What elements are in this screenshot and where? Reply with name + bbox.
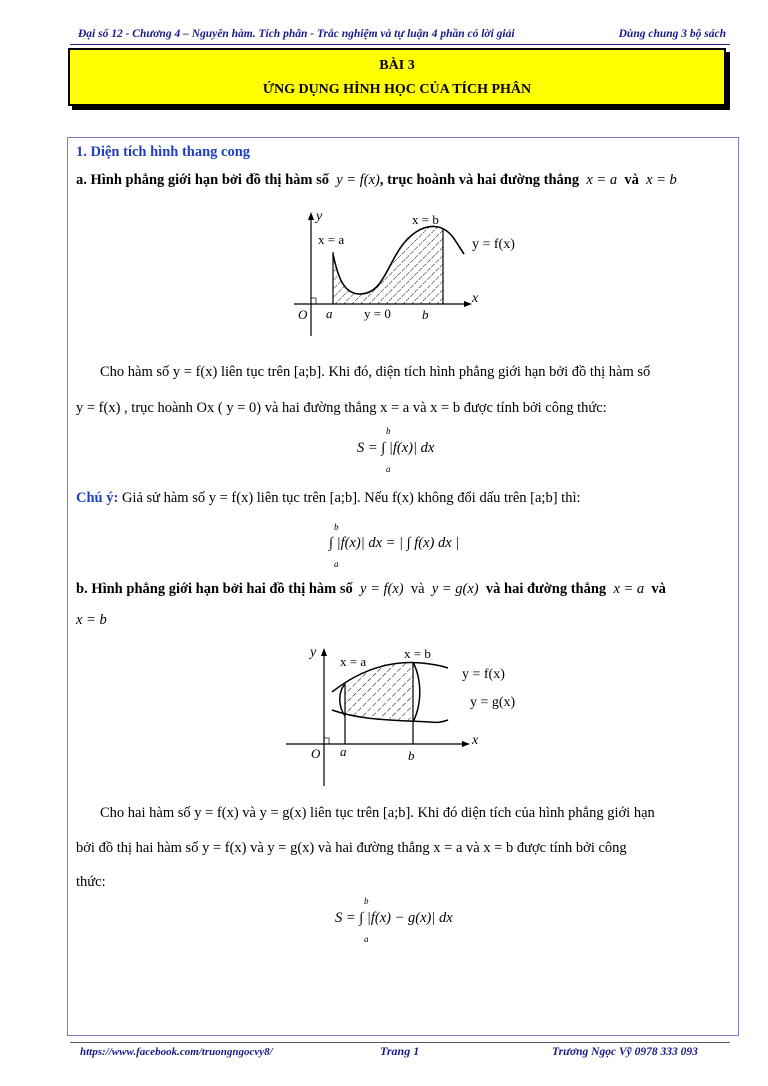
footer-author: Trương Ngọc Vỹ 0978 333 093 (552, 1046, 698, 1058)
figure-area-under-curve (280, 206, 540, 342)
fig-a-b-label: b (422, 307, 429, 322)
part-b-heading (76, 581, 666, 598)
formula-note-lower-limit: a (334, 559, 339, 569)
fig-a-xa-label: x = a (318, 232, 345, 247)
header-divider (70, 44, 730, 45)
formula-area-upper-limit: b (386, 426, 391, 436)
fig-a-y-label: y (316, 209, 323, 224)
footer-page-number: Trang 1 (380, 1044, 420, 1058)
note-line (76, 490, 581, 507)
formula-between-lower-limit: a (364, 934, 369, 944)
footer-link[interactable]: https://www.facebook.com/truongngocvy8/ (80, 1046, 273, 1058)
formula-between: S = ∫ |f(x) − g(x)| dx (335, 910, 453, 926)
origin-marker (324, 738, 329, 744)
part-b-heading-1: b. Hình phẳng giới hạn bởi hai đồ thị hàm số (76, 581, 353, 597)
part-a-paragraph-2: y = f(x) , trục hoành Ox ( y = 0) và hai đường thẳng x = a và x = b được tính bởi công thức: (76, 400, 607, 416)
note-label: Chú ý: (76, 490, 119, 506)
fig-b-x-label: x (472, 733, 479, 748)
fig-b-y-label: y (310, 645, 317, 660)
part-a-eq1: y = f(x) (336, 172, 380, 188)
section-heading: 1. Diện tích hình thang cong (76, 144, 251, 160)
fig-b-origin-label: O (311, 746, 321, 761)
fig-b-xa-label: x = a (340, 654, 367, 669)
fig-a-xb-label: x = b (412, 212, 439, 227)
part-b-eq1: y = f(x) (360, 581, 404, 597)
part-a-heading (76, 172, 677, 189)
formula-area-lower-limit: a (386, 464, 391, 474)
part-a-heading-mid: , trục hoành và hai đường thẳng (379, 172, 580, 188)
formula-between-upper-limit: b (364, 896, 369, 906)
part-b-heading-2: và hai đường thẳng (485, 581, 607, 597)
note-text: Giả sử hàm số y = f(x) liên tục trên [a;b]. Nếu f(x) không đổi dấu trên [a;b] thì: (118, 490, 581, 506)
footer-divider (70, 1042, 730, 1043)
fig-a-fx-label: y = f(x) (472, 237, 515, 252)
fig-a-y0-label: y = 0 (364, 306, 391, 321)
page-header (70, 28, 730, 44)
formula-note: ∫ |f(x)| dx = | ∫ f(x) dx | (329, 535, 460, 551)
part-a-and: và (624, 172, 639, 188)
part-b-paragraph-1: Cho hai hàm số y = f(x) và y = g(x) liên tục trên [a;b]. Khi đó diện tích của hình phẳng giới hạn (100, 805, 655, 821)
x-axis-arrow (462, 741, 470, 747)
part-b-eq4: x = b (76, 612, 107, 628)
lesson-number: BÀI 3 (379, 58, 415, 73)
formula-note-upper-limit: b (334, 522, 339, 532)
y-axis-arrow (321, 648, 327, 656)
fig-b-gx-label: y = g(x) (470, 695, 516, 710)
header-left: Đại số 12 - Chương 4 – Nguyên hàm. Tích phân - Trắc nghiệm và tự luận 4 phần có lời giải (78, 28, 515, 40)
origin-marker (311, 298, 316, 304)
part-b-and2: và (651, 581, 666, 597)
shaded-region (333, 226, 443, 304)
fig-b-xb-label: x = b (404, 646, 431, 661)
lesson-title-banner (68, 48, 726, 106)
part-b-eq2: y = g(x) (431, 581, 479, 597)
shaded-region (345, 662, 413, 722)
part-a-eq3: x = b (646, 172, 677, 188)
y-axis-arrow (308, 212, 314, 220)
figure-area-between-curves (280, 640, 540, 790)
header-right: Dùng chung 3 bộ sách (618, 28, 726, 40)
part-a-eq2: x = a (586, 172, 618, 188)
part-a-heading-text: a. Hình phẳng giới hạn bởi đồ thị hàm số (76, 172, 329, 188)
formula-area: S = ∫ |f(x)| dx (357, 440, 435, 456)
part-b-paragraph-3: thức: (76, 874, 106, 890)
part-b-and: và (410, 581, 425, 597)
lesson-title: ỨNG DỤNG HÌNH HỌC CỦA TÍCH PHÂN (262, 82, 532, 97)
fig-b-a-label: a (340, 744, 347, 759)
fig-a-origin-label: O (298, 307, 308, 322)
fig-b-b-label: b (408, 748, 415, 763)
part-b-eq3: x = a (613, 581, 645, 597)
fig-a-a-label: a (326, 306, 333, 321)
fig-a-x-label: x (472, 291, 479, 306)
x-axis-arrow (464, 301, 472, 307)
part-b-paragraph-2: bởi đồ thị hai hàm số y = f(x) và y = g(x) và hai đường thẳng x = a và x = b được tính bởi công (76, 840, 627, 856)
curve-right-join (413, 662, 420, 722)
curve-left-join (340, 684, 345, 716)
part-a-paragraph-1: Cho hàm số y = f(x) liên tục trên [a;b]. Khi đó, diện tích hình phẳng giới hạn bởi đồ thị hàm số (100, 364, 651, 380)
fig-b-fx-label: y = f(x) (462, 667, 505, 682)
